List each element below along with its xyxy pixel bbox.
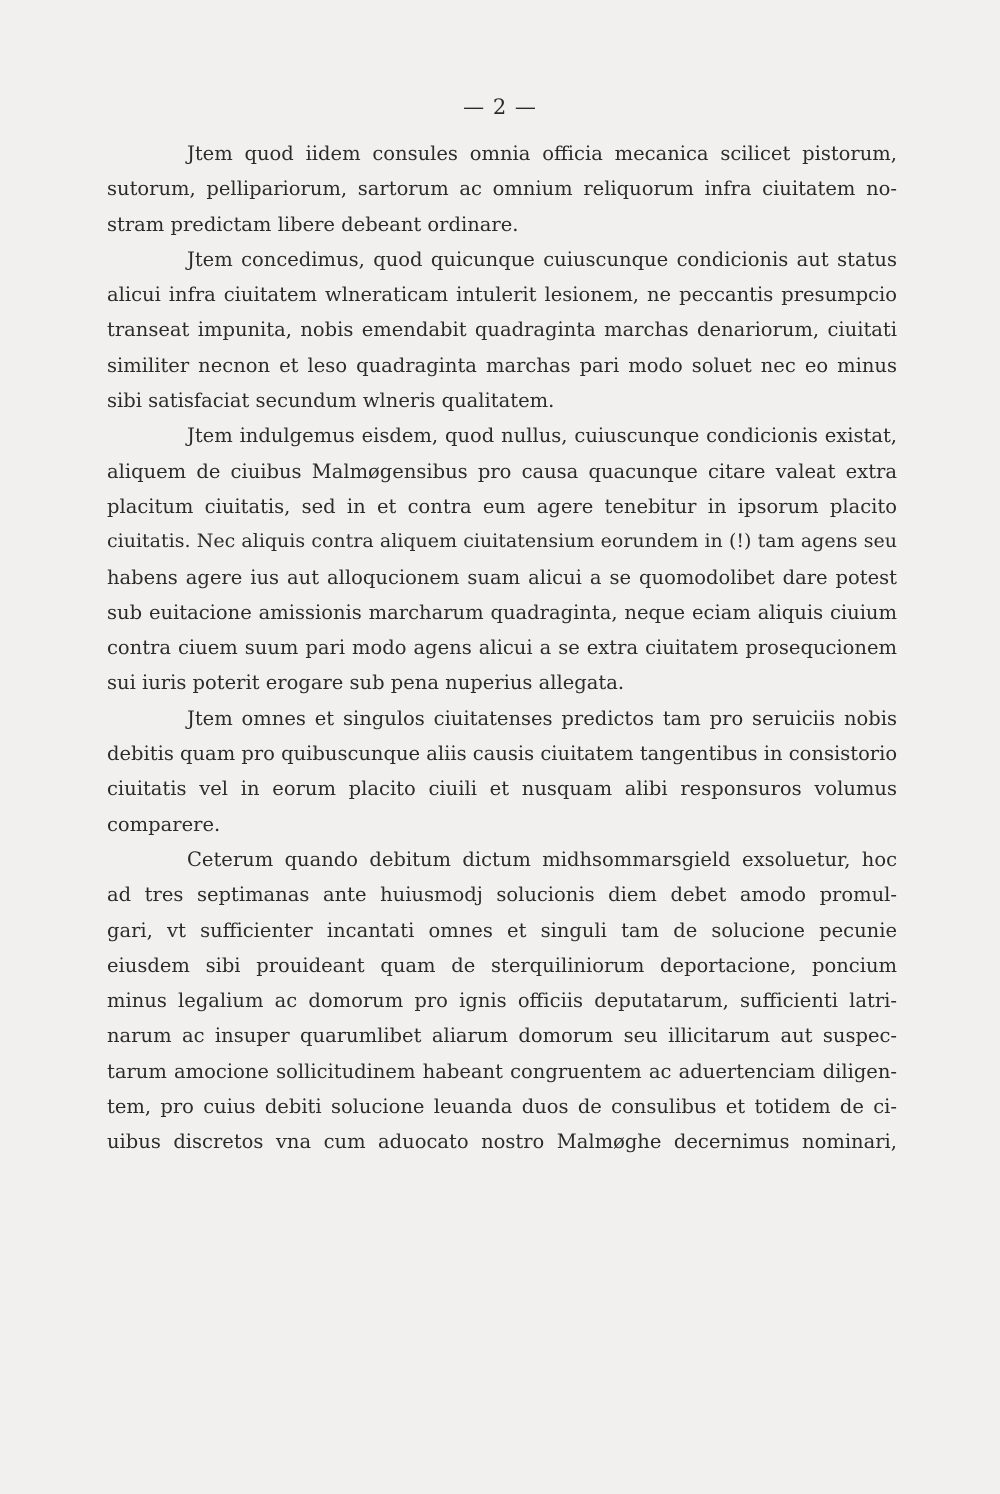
text-line: sub euitacione amissionis marcharum quadraginta, neque eciam aliquis ciuium <box>107 600 897 624</box>
text-line: ad tres septimanas ante huiusmodj solucionis diem debet amodo promul- <box>107 883 897 907</box>
text-line: sutorum, pellipariorum, sartorum ac omnium reliquorum infra ciuitatem no- <box>107 177 897 201</box>
text-line: Ceterum quando debitum dictum midhsommarsgield exsoluetur, hoc <box>187 847 897 871</box>
text-line: comparere. <box>107 812 221 836</box>
text-line: debitis quam pro quibuscunque aliis causis ciuitatem tangentibus in consistorio <box>107 742 898 766</box>
text-line: ciuitatis. Nec aliquis contra aliquem ciuitatensium eorundem in (!) tam agens seu <box>107 530 897 553</box>
text-line: tarum amocione sollicitudinem habeant congruentem ac aduertenciam diligen- <box>107 1059 897 1083</box>
text-line: sui iuris poterit erogare sub pena nuperius allegata. <box>107 671 625 695</box>
text-line: minus legalium ac domorum pro ignis officiis deputatarum, sufficienti latri- <box>107 989 897 1013</box>
text-line: Jtem quod iidem consules omnia officia mecanica scilicet pistorum, <box>187 142 897 165</box>
text-line: gari, vt sufficienter incantati omnes et singuli tam de solucione pecunie <box>107 918 897 942</box>
text-line: ciuitatis vel in eorum placito ciuili et nusquam alibi responsuros volumus <box>107 777 897 801</box>
text-line: contra ciuem suum pari modo agens alicui a se extra ciuitatem prosequcionem <box>107 636 897 660</box>
text-line: aliquem de ciuibus Malmøgensibus pro causa quacunque citare valeat extra <box>107 459 897 483</box>
text-line: tem, pro cuius debiti solucione leuanda duos de consulibus et totidem de ci- <box>107 1095 897 1119</box>
text-line: similiter necnon et leso quadraginta marchas pari modo soluet nec eo minus <box>107 353 897 377</box>
text-line: eiusdem sibi prouideant quam de sterquiliniorum deportacione, poncium <box>107 953 897 977</box>
body-text <box>107 136 897 1160</box>
text-line: Jtem concedimus, quod quicunque cuiuscunque condicionis aut status <box>187 247 897 271</box>
text-line: transeat impunita, nobis emendabit quadraginta marchas denariorum, ciuitati <box>107 318 897 342</box>
text-line: placitum ciuitatis, sed in et contra eum agere tenebitur in ipsorum placito <box>107 494 897 518</box>
text-line: stram predictam libere debeant ordinare. <box>107 212 519 236</box>
text-line: uibus discretos vna cum aduocato nostro Malmøghe decernimus nominari, <box>107 1130 897 1154</box>
text-line: Jtem omnes et singulos ciuitatenses predictos tam pro seruiciis nobis <box>187 706 897 730</box>
text-line: alicui infra ciuitatem wlneraticam intulerit lesionem, ne peccantis presumpcio <box>107 283 897 307</box>
page-number: — 2 — <box>463 95 537 119</box>
text-line: habens agere ius aut alloqucionem suam alicui a se quomodolibet dare potest <box>107 565 897 589</box>
text-line: Jtem indulgemus eisdem, quod nullus, cuiuscunque condicionis existat, <box>187 424 897 448</box>
text-line: sibi satisfaciat secundum wlneris qualitatem. <box>107 389 555 413</box>
text-line: narum ac insuper quarumlibet aliarum domorum seu illicitarum aut suspec- <box>107 1024 897 1048</box>
